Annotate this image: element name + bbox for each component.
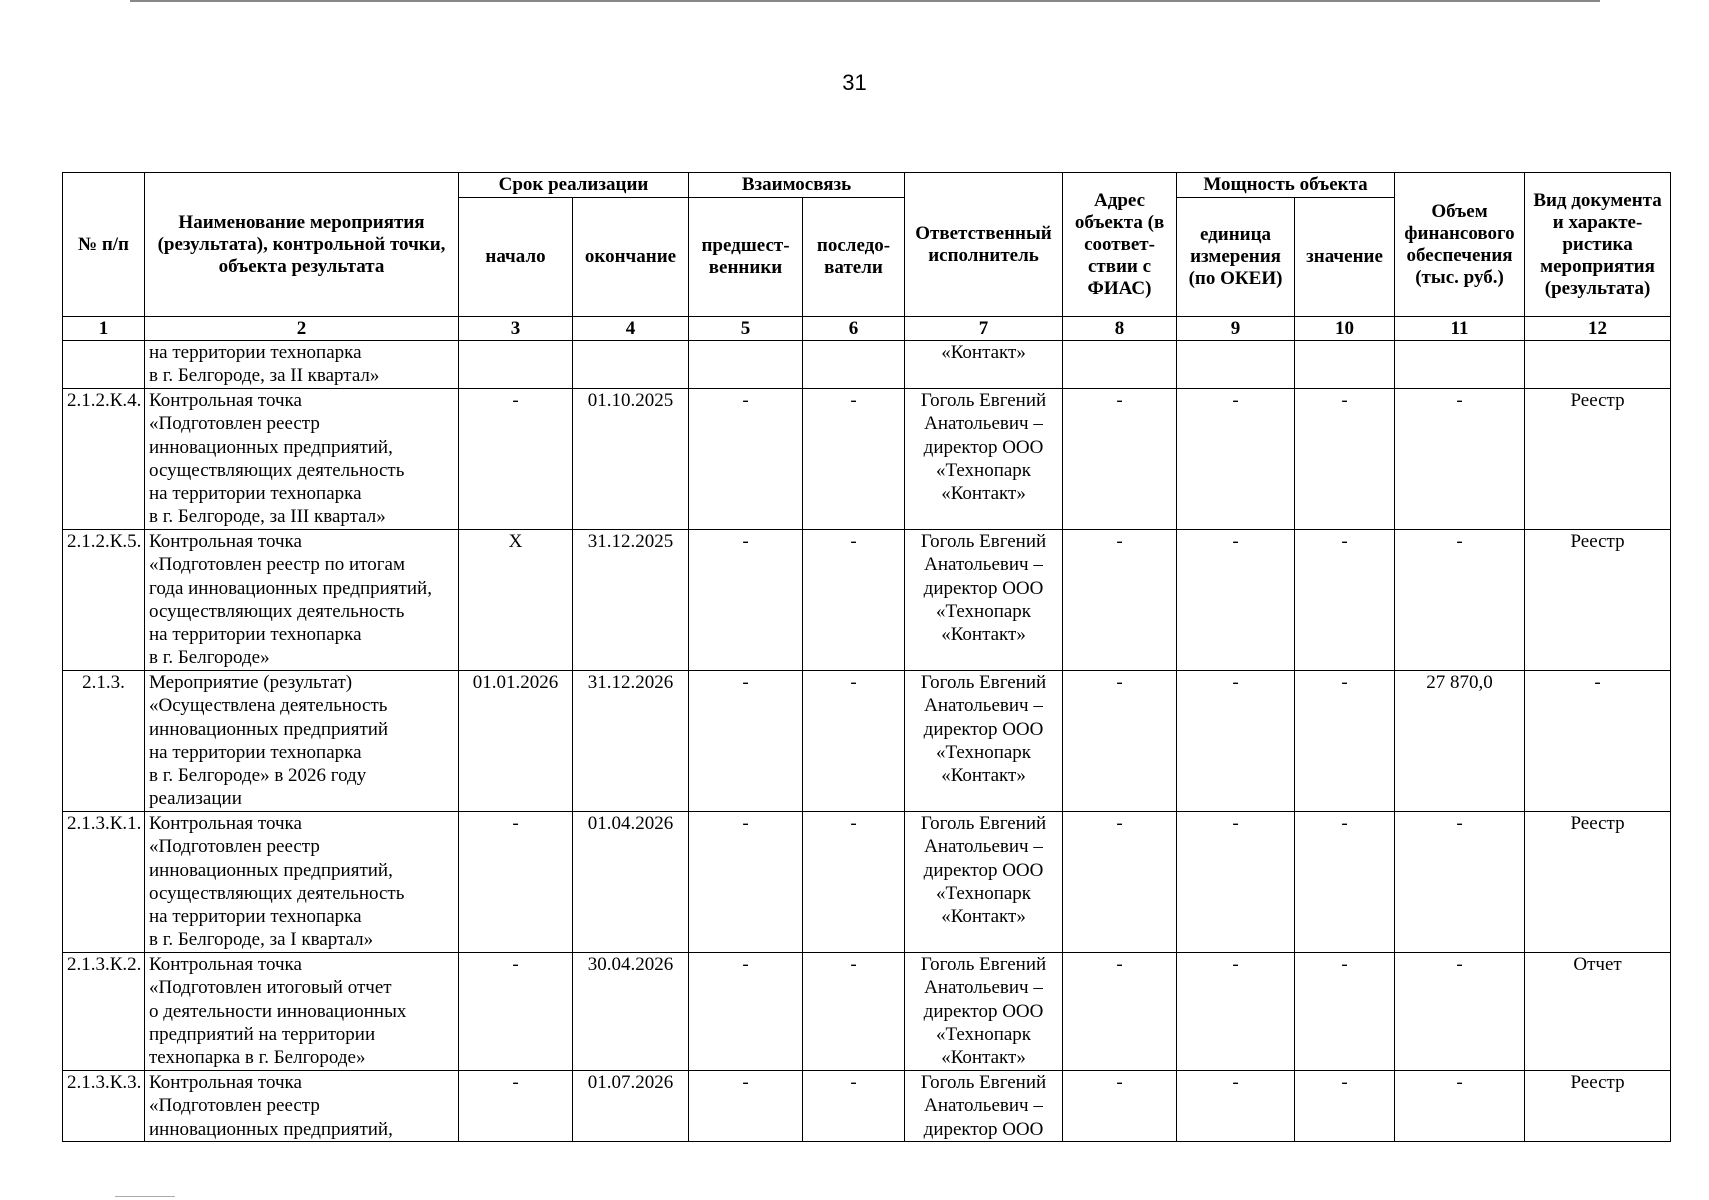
address-cell: - xyxy=(1063,671,1177,812)
unit-cell: - xyxy=(1177,1071,1295,1142)
value-cell: - xyxy=(1295,953,1395,1071)
column-number-row xyxy=(63,317,1671,341)
name-cell: Контрольная точка «Подготовлен реестр инновационных предприятий, осуществляющих деятельность на территории технопарка в г. Белгороде, за I квартал» xyxy=(145,812,459,953)
value-cell: - xyxy=(1295,530,1395,671)
header-end: окончание xyxy=(573,198,689,317)
address-cell: - xyxy=(1063,812,1177,953)
column-number: 9 xyxy=(1177,317,1295,341)
header-document-type: Вид документа и характе-ристика мероприятия (результата) xyxy=(1525,173,1671,317)
value-cell xyxy=(1295,341,1395,389)
unit-cell: - xyxy=(1177,671,1295,812)
responsible-cell: «Контакт» xyxy=(905,341,1063,389)
successors-cell xyxy=(803,341,905,389)
start-date-cell: Х xyxy=(459,530,573,671)
name-cell: Контрольная точка «Подготовлен итоговый отчет о деятельности инновационных предприятий на территории технопарка в г. Белгороде» xyxy=(145,953,459,1071)
address-cell: - xyxy=(1063,1071,1177,1142)
header-financing: Объем финансового обеспечения (тыс. руб.) xyxy=(1395,173,1525,317)
predecessors-cell: - xyxy=(689,389,803,530)
column-number: 8 xyxy=(1063,317,1177,341)
responsible-cell: Гоголь Евгений Анатольевич – директор ООО «Технопарк «Контакт» xyxy=(905,530,1063,671)
header-relationship: Взаимосвязь xyxy=(689,173,905,198)
header-capacity: Мощность объекта xyxy=(1177,173,1395,198)
name-cell: Контрольная точка «Подготовлен реестр инновационных предприятий, xyxy=(145,1071,459,1142)
column-number: 11 xyxy=(1395,317,1525,341)
unit-cell: - xyxy=(1177,530,1295,671)
header-address: Адрес объекта (в соответ-ствии с ФИАС) xyxy=(1063,173,1177,317)
predecessors-cell: - xyxy=(689,953,803,1071)
top-edge-line xyxy=(130,0,1600,2)
column-number: 6 xyxy=(803,317,905,341)
value-cell: - xyxy=(1295,1071,1395,1142)
bottom-edge-line xyxy=(115,1196,175,1197)
end-date-cell: 31.12.2025 xyxy=(573,530,689,671)
successors-cell: - xyxy=(803,389,905,530)
document-type-cell: Отчет xyxy=(1525,953,1671,1071)
column-number: 5 xyxy=(689,317,803,341)
unit-cell: - xyxy=(1177,389,1295,530)
end-date-cell: 30.04.2026 xyxy=(573,953,689,1071)
table-row xyxy=(63,1071,1671,1142)
successors-cell: - xyxy=(803,812,905,953)
predecessors-cell: - xyxy=(689,1071,803,1142)
header-implementation-period: Срок реализации xyxy=(459,173,689,198)
activity-table xyxy=(62,172,1671,1142)
financing-cell xyxy=(1395,341,1525,389)
value-cell: - xyxy=(1295,671,1395,812)
unit-cell: - xyxy=(1177,812,1295,953)
successors-cell: - xyxy=(803,671,905,812)
address-cell: - xyxy=(1063,953,1177,1071)
predecessors-cell: - xyxy=(689,812,803,953)
document-type-cell: - xyxy=(1525,671,1671,812)
table-row xyxy=(63,530,1671,671)
responsible-cell: Гоголь Евгений Анатольевич – директор ООО xyxy=(905,1071,1063,1142)
table-row xyxy=(63,389,1671,530)
page-number: 31 xyxy=(842,70,867,95)
successors-cell: - xyxy=(803,953,905,1071)
document-type-cell: Реестр xyxy=(1525,530,1671,671)
column-number: 7 xyxy=(905,317,1063,341)
table-body xyxy=(63,341,1671,1142)
table-row xyxy=(63,953,1671,1071)
row-number-cell: 2.1.3.К.1. xyxy=(63,812,145,953)
header-name: Наименование мероприятия (результата), контрольной точки, объекта результата xyxy=(145,173,459,317)
financing-cell: - xyxy=(1395,530,1525,671)
column-number: 10 xyxy=(1295,317,1395,341)
start-date-cell: - xyxy=(459,812,573,953)
financing-cell: 27 870,0 xyxy=(1395,671,1525,812)
row-number-cell: 2.1.2.К.5. xyxy=(63,530,145,671)
document-type-cell: Реестр xyxy=(1525,812,1671,953)
column-number: 2 xyxy=(145,317,459,341)
name-cell: на территории технопарка в г. Белгороде, за II квартал» xyxy=(145,341,459,389)
row-number-cell: 2.1.2.К.4. xyxy=(63,389,145,530)
successors-cell: - xyxy=(803,1071,905,1142)
start-date-cell xyxy=(459,341,573,389)
address-cell xyxy=(1063,341,1177,389)
financing-cell: - xyxy=(1395,389,1525,530)
header-successors: последо-ватели xyxy=(803,198,905,317)
value-cell: - xyxy=(1295,812,1395,953)
start-date-cell: 01.01.2026 xyxy=(459,671,573,812)
header-responsible: Ответственный исполнитель xyxy=(905,173,1063,317)
address-cell: - xyxy=(1063,530,1177,671)
document-type-cell: Реестр xyxy=(1525,389,1671,530)
name-cell: Контрольная точка «Подготовлен реестр инновационных предприятий, осуществляющих деятельность на территории технопарка в г. Белгороде, за III квартал» xyxy=(145,389,459,530)
end-date-cell: 31.12.2026 xyxy=(573,671,689,812)
responsible-cell: Гоголь Евгений Анатольевич – директор ООО «Технопарк «Контакт» xyxy=(905,953,1063,1071)
table-row xyxy=(63,341,1671,389)
end-date-cell xyxy=(573,341,689,389)
unit-cell xyxy=(1177,341,1295,389)
column-number: 1 xyxy=(63,317,145,341)
row-number-cell xyxy=(63,341,145,389)
row-number-cell: 2.1.3. xyxy=(63,671,145,812)
responsible-cell: Гоголь Евгений Анатольевич – директор ООО «Технопарк «Контакт» xyxy=(905,389,1063,530)
unit-cell: - xyxy=(1177,953,1295,1071)
column-number: 12 xyxy=(1525,317,1671,341)
value-cell: - xyxy=(1295,389,1395,530)
financing-cell: - xyxy=(1395,812,1525,953)
name-cell: Контрольная точка «Подготовлен реестр по итогам года инновационных предприятий, осуществляющих деятельность на территории технопарка в г. Белгороде» xyxy=(145,530,459,671)
column-number: 4 xyxy=(573,317,689,341)
header-value: значение xyxy=(1295,198,1395,317)
predecessors-cell: - xyxy=(689,671,803,812)
financing-cell: - xyxy=(1395,1071,1525,1142)
header-start: начало xyxy=(459,198,573,317)
header-unit: единица измерения (по ОКЕИ) xyxy=(1177,198,1295,317)
column-number: 3 xyxy=(459,317,573,341)
predecessors-cell xyxy=(689,341,803,389)
start-date-cell: - xyxy=(459,389,573,530)
document-type-cell xyxy=(1525,341,1671,389)
start-date-cell: - xyxy=(459,953,573,1071)
financing-cell: - xyxy=(1395,953,1525,1071)
row-number-cell: 2.1.3.К.3. xyxy=(63,1071,145,1142)
address-cell: - xyxy=(1063,389,1177,530)
predecessors-cell: - xyxy=(689,530,803,671)
document-type-cell: Реестр xyxy=(1525,1071,1671,1142)
table-row xyxy=(63,671,1671,812)
end-date-cell: 01.04.2026 xyxy=(573,812,689,953)
responsible-cell: Гоголь Евгений Анатольевич – директор ООО «Технопарк «Контакт» xyxy=(905,812,1063,953)
header-number: № п/п xyxy=(63,173,145,317)
successors-cell: - xyxy=(803,530,905,671)
row-number-cell: 2.1.3.К.2. xyxy=(63,953,145,1071)
end-date-cell: 01.07.2026 xyxy=(573,1071,689,1142)
start-date-cell: - xyxy=(459,1071,573,1142)
name-cell: Мероприятие (результат) «Осуществлена деятельность инновационных предприятий на территории технопарка в г. Белгороде» в 2026 году реализации xyxy=(145,671,459,812)
table-row xyxy=(63,812,1671,953)
header-predecessors: предшест-венники xyxy=(689,198,803,317)
responsible-cell: Гоголь Евгений Анатольевич – директор ООО «Технопарк «Контакт» xyxy=(905,671,1063,812)
end-date-cell: 01.10.2025 xyxy=(573,389,689,530)
